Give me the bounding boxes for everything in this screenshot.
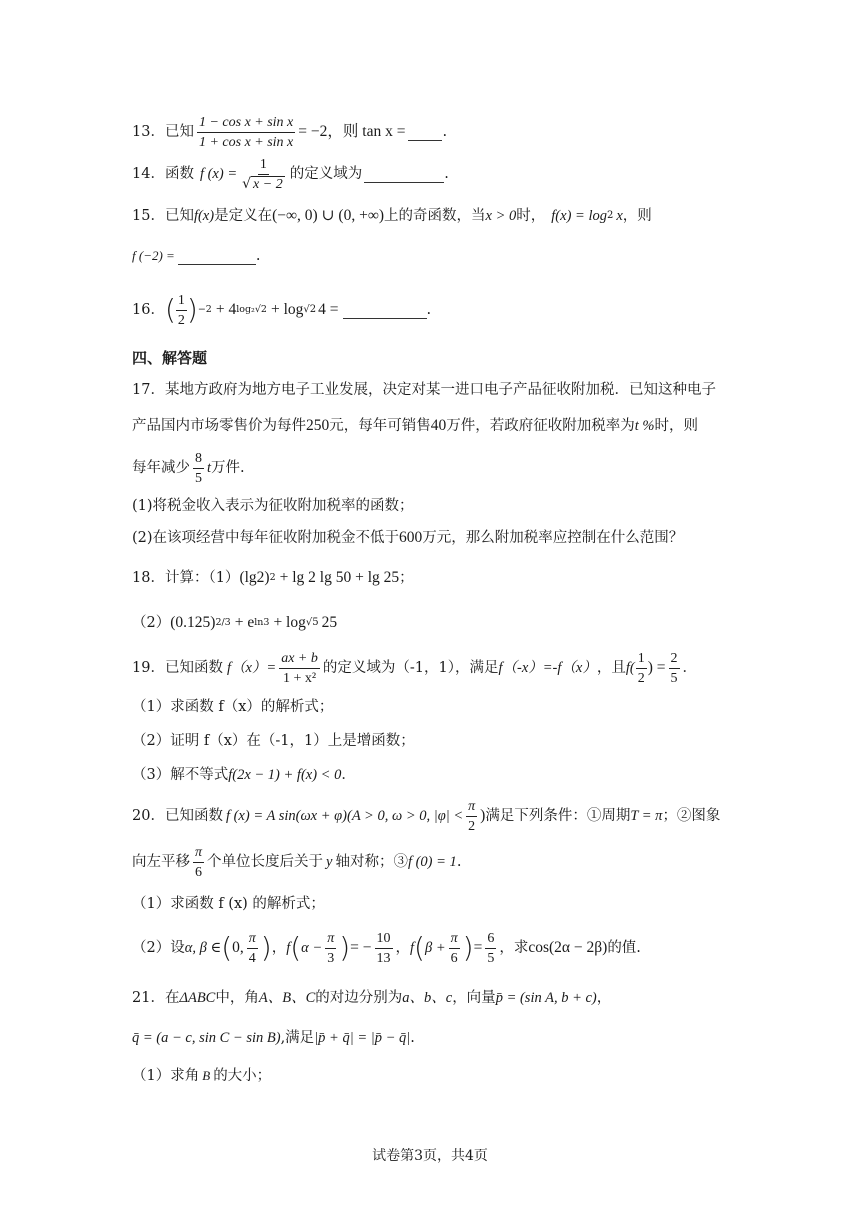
question-20-part-2 (132, 926, 760, 970)
question-19 (132, 646, 760, 690)
question-17-part-1: (1)将税金收入表示为征收附加税率的函数； (132, 498, 414, 514)
punctuation: ， (271, 940, 287, 956)
fraction-numerator: 1 (636, 650, 647, 669)
punctuation: ． (682, 660, 697, 676)
question-text: 的定义域为 (289, 166, 363, 182)
question-text: 的大小； (213, 1068, 272, 1084)
question-19-part-2: （2）证明 f（x）在（-1，1）上是增函数； (132, 733, 415, 749)
question-text: （1）求角 (132, 1068, 200, 1084)
question-text: 时， (516, 208, 546, 224)
math-expression: f (x) = (199, 166, 238, 182)
question-text: 函数 (164, 166, 194, 182)
math-variable: t (207, 460, 212, 476)
fraction-numerator: 1 − cos x + sin x (197, 114, 295, 133)
math-expression: x > 0 (485, 208, 517, 224)
fraction-denominator: 1 + x² (282, 670, 317, 686)
question-19-part-3 (132, 763, 760, 787)
question-14 (132, 154, 760, 194)
right-paren: ) (339, 931, 351, 964)
math-expression: x (616, 208, 623, 224)
number: 250 (306, 417, 330, 434)
math-expression: cos(2α − 2β) (528, 939, 608, 956)
math-expression: a、b、c (402, 990, 453, 1006)
fraction-numerator: 8 (193, 450, 204, 469)
math-expression: ) (480, 807, 486, 824)
fraction-denominator: 2 (468, 818, 476, 834)
math-expression: f (−2) = (132, 248, 175, 263)
question-text: 元，每年可销售 (329, 418, 431, 434)
right-paren: ) (462, 931, 474, 964)
question-18 (132, 566, 760, 590)
math-expression: f (286, 940, 291, 956)
left-paren: ( (414, 931, 425, 964)
math-expression: = −2 (298, 123, 328, 140)
question-text: ；②图象 (662, 808, 721, 824)
math-expression: q̄ = (a − c, sin C − sin B) (132, 1030, 281, 1046)
punctuation: . (442, 124, 448, 140)
math-expression: + 4 (215, 301, 237, 318)
question-text: ,满足 (280, 1030, 315, 1046)
question-number: 13． (132, 124, 165, 140)
math-expression: f (0) = 1 (407, 854, 457, 870)
question-text: （2） (132, 615, 171, 631)
fraction-denominator: 3 (327, 950, 335, 966)
fraction-denominator: 2 (637, 670, 645, 686)
fraction (193, 450, 204, 487)
fraction (240, 156, 287, 193)
question-text: 万元，那么附加税率应控制在什么范围？ (422, 530, 684, 546)
fraction-numerator: 10 (375, 930, 393, 949)
fraction (325, 930, 336, 967)
question-text: ，向量 (452, 990, 496, 1006)
fraction (193, 844, 204, 881)
question-18-part-2 (132, 611, 760, 635)
question-text: （3）解不等式 (132, 767, 229, 783)
fraction (449, 930, 460, 967)
question-text: 满足下列条件：①周期 (485, 808, 631, 824)
answer-blank[interactable] (343, 302, 427, 319)
question-text: 已知函数 (164, 660, 223, 676)
question-20-part-1: （1）求函数 f (x) 的解析式； (132, 896, 325, 912)
math-expression: ，则 tan x = (327, 123, 406, 140)
question-number: 15． (132, 208, 165, 224)
question-text: 个单位长度后关于 (207, 854, 324, 870)
question-15-line-2 (132, 244, 760, 268)
math-expression: f(2x − 1) + f(x) < 0 (228, 767, 342, 783)
math-expression: (−∞, 0) ∪ (0, +∞) (272, 207, 385, 224)
math-expression: ) = (647, 659, 666, 676)
math-expression: (0.125) (170, 614, 216, 631)
question-text: 的对边分别为 (315, 990, 403, 1006)
math-expression: f(x) = log (551, 208, 607, 224)
math-expression: α − (301, 940, 323, 956)
question-17-line-1: 17．某地方政府为地方电子工业发展，决定对某一进口电子产品征收附加税．已知这种电子 (132, 382, 716, 398)
fraction-denominator: 4 (248, 950, 256, 966)
page-footer: 试卷第3页，共4页 (372, 1148, 488, 1164)
fraction (466, 798, 477, 835)
section-heading: 四、解答题 (132, 349, 208, 367)
math-expression: + e (234, 614, 255, 631)
question-16 (132, 292, 760, 328)
question-number: 19． (132, 660, 165, 676)
fraction-denominator: 5 (487, 950, 495, 966)
math-expression: f (410, 940, 415, 956)
fraction-denominator: 2 (177, 312, 185, 328)
left-paren: ( (164, 293, 176, 326)
punctuation: ， (395, 940, 411, 956)
question-21-part-1 (132, 1064, 760, 1088)
math-expression: f（x）= (226, 660, 277, 676)
math-expression: f (x) = A sin(ωx + φ)(A > 0, ω > 0, |φ| < (225, 808, 464, 824)
exponent: ln3 (254, 617, 270, 628)
math-expression: β + (424, 940, 446, 956)
question-text: 计算：（1） (164, 570, 240, 586)
question-text: 每年减少 (132, 460, 190, 476)
square-root: √ x − 2 (242, 175, 283, 192)
fraction (247, 930, 258, 967)
exponent: 2 (269, 572, 276, 583)
question-21-line-2 (132, 1026, 760, 1050)
fraction (279, 650, 320, 687)
question-text: 向左平移 (132, 854, 190, 870)
fraction-numerator: 1 (258, 156, 269, 175)
math-expression: ΔABC (179, 990, 216, 1006)
math-expression: = (473, 939, 483, 956)
number: 600 (399, 529, 423, 546)
question-text: 时，则 (654, 418, 698, 434)
radicand: x − 2 (253, 176, 283, 192)
math-expression: 0, (232, 939, 244, 956)
question-text: 已知 (164, 124, 194, 140)
fraction (375, 930, 393, 967)
fraction-numerator: π (193, 844, 204, 863)
question-17-part-2 (132, 526, 760, 550)
question-17-line-2 (132, 414, 760, 438)
answer-blank[interactable] (178, 248, 256, 265)
math-expression: T = π (630, 808, 663, 824)
right-paren: ) (260, 931, 272, 964)
math-expression: + log (273, 614, 306, 631)
fraction-denominator: 5 (195, 470, 202, 486)
log-base: 2 (606, 210, 614, 221)
question-text: 已知 (164, 208, 194, 224)
question-number: 16． (132, 302, 165, 318)
answer-blank[interactable] (364, 166, 444, 183)
left-paren: ( (221, 931, 233, 964)
math-expression: + log (270, 301, 304, 318)
math-expression: A、B、C (258, 990, 316, 1006)
math-expression: α, β ∈ (184, 940, 222, 956)
math-expression: t % (634, 418, 655, 434)
question-text: 万件，若政府征收附加税率为 (446, 418, 635, 434)
math-expression: f( (625, 660, 635, 676)
math-expression: f(x) (193, 208, 215, 224)
math-expression: + lg 2 lg 50 + lg 25 (279, 569, 400, 586)
fraction-numerator: π (466, 798, 477, 817)
question-text: 21．在 (132, 990, 180, 1006)
question-text: (2)在该项经营中每年征收附加税金不低于 (132, 530, 400, 546)
fraction-numerator: π (449, 930, 460, 949)
exponent: 2/3 (215, 617, 231, 628)
left-paren: ( (290, 931, 302, 964)
math-expression: f（-x）=-f（x） (498, 660, 597, 676)
fraction-numerator: π (325, 930, 336, 949)
question-20 (132, 796, 760, 836)
fraction-denominator: 6 (195, 864, 202, 880)
question-text: 轴对称；③ (335, 854, 408, 870)
answer-blank[interactable] (408, 124, 442, 141)
fraction-numerator: 2 (669, 650, 680, 669)
fraction (197, 114, 295, 151)
question-20-line-2 (132, 842, 760, 882)
fraction-numerator: π (247, 930, 258, 949)
fraction-denominator: 5 (670, 670, 678, 686)
math-expression: 25 (321, 614, 338, 631)
question-number: 20． (132, 808, 165, 824)
question-number: 18． (132, 570, 165, 586)
math-expression: p̄ = (sin A, b + c) (495, 990, 597, 1006)
punctuation: . (426, 302, 432, 318)
log-base: √2 (303, 304, 317, 315)
question-text: （2）设 (132, 940, 185, 956)
punctuation: . (456, 854, 462, 870)
punctuation: . (410, 1030, 415, 1046)
fraction (669, 650, 680, 687)
math-expression: = − (350, 939, 372, 956)
math-expression: |p̄ + q̄| = |p̄ − q̄| (314, 1030, 411, 1046)
punctuation: ； (399, 570, 414, 586)
fraction (636, 650, 647, 687)
question-text: ，且 (596, 660, 626, 676)
fraction-denominator: 1 + cos x + sin x (198, 134, 294, 150)
exponent: −2 (197, 304, 212, 315)
right-paren: ) (186, 293, 198, 326)
question-text: 的定义域为（-1，1），满足 (322, 660, 499, 676)
question-text: ，求 (499, 940, 529, 956)
question-text: 的值. (607, 940, 641, 956)
math-expression: (lg2) (239, 569, 270, 586)
fraction-numerator: 6 (485, 930, 496, 949)
question-text: ，则 (622, 208, 652, 224)
question-text: 是定义在 (214, 208, 273, 224)
question-text: 上的奇函数，当 (384, 208, 486, 224)
question-15 (132, 204, 760, 228)
math-expression: 4 = (318, 301, 339, 318)
question-text: 中，角 (215, 990, 259, 1006)
question-number: 14． (132, 166, 165, 182)
number: 40 (430, 417, 447, 434)
fraction (176, 292, 187, 329)
punctuation: ， (596, 990, 612, 1006)
math-variable: B (202, 1068, 211, 1083)
fraction-denominator: 13 (376, 950, 391, 966)
punctuation: . (444, 166, 449, 182)
question-text: 产品国内市场零售价为每件 (132, 418, 306, 434)
fraction-numerator: ax + b (279, 650, 320, 669)
punctuation: . (255, 248, 261, 264)
log-base: √5 (305, 617, 319, 628)
question-text: 已知函数 (164, 808, 223, 824)
question-19-part-1: （1）求函数 f（x）的解析式； (132, 699, 334, 715)
math-variable: y (326, 854, 333, 870)
question-13 (132, 112, 760, 152)
punctuation: ． (341, 767, 356, 783)
fraction (485, 930, 496, 967)
fraction-denominator: 6 (450, 950, 458, 966)
question-17-line-3 (132, 448, 760, 488)
question-21 (132, 986, 760, 1010)
question-text: 万件. (211, 460, 245, 476)
exponent: log₂√2 (236, 304, 267, 315)
fraction-numerator: 1 (176, 292, 187, 311)
